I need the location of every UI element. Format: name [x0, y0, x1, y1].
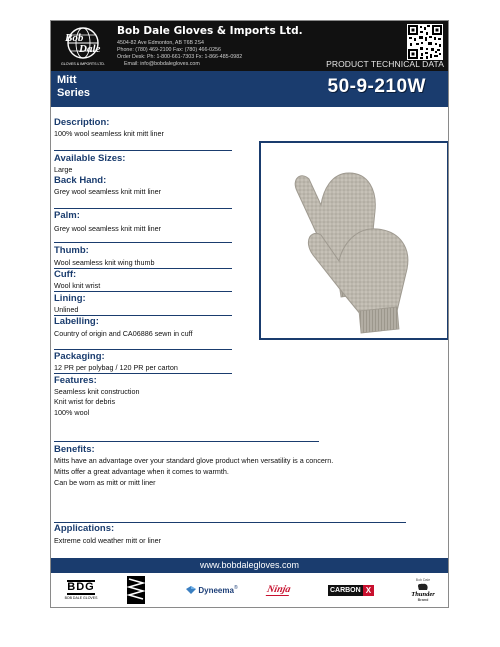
order-desk: Order Desk: Ph: 1-800-661-7303 Fx: 1-866-485-0982: [117, 54, 243, 60]
description-label: Description:: [54, 117, 110, 128]
dyneema-logo-text: Dyneema: [198, 585, 234, 595]
company-address: 4504-82 Ave Edmonton, AB T6B 2S4: [117, 40, 204, 46]
bdg-logo-text: BDG: [67, 581, 95, 593]
thunder-small-text: Bob Dale: [415, 578, 431, 582]
brand-bdg: [59, 576, 103, 604]
packaging-label: Packaging:: [54, 351, 105, 362]
brand-carbon-x: [325, 576, 377, 604]
features-line-3: 100% wool: [54, 408, 90, 417]
benefits-line-3: Can be worn as mitt or mitt liner: [54, 478, 156, 487]
applications-value: Extreme cold weather mitt or liner: [54, 536, 162, 545]
series-line-2: Series: [57, 87, 91, 99]
labelling-label: Labelling:: [54, 316, 99, 327]
product-photo-frame: [259, 141, 449, 340]
cuff-rule: [54, 291, 232, 292]
description-value: 100% wool seamless knit mitt liner: [54, 129, 164, 138]
zipper-logo-icon: [123, 576, 149, 604]
company-phone: Phone: (780) 469-2100 Fax: (780) 466-0256: [117, 47, 221, 53]
brand-dyneema: [179, 576, 245, 604]
applications-label: Applications:: [54, 523, 115, 534]
features-rule: [54, 441, 319, 442]
description-rule: [54, 150, 232, 151]
thunder-ram-icon: [417, 582, 429, 591]
benefits-line-1: Mitts have an advantage over your standard glove product when versatility is a concern.: [54, 456, 334, 465]
spec-sheet: [50, 20, 449, 608]
thumb-label: Thumb:: [54, 245, 89, 256]
lining-value: Unlined: [54, 305, 79, 314]
sizes-label: Available Sizes:: [54, 153, 126, 164]
cuff-label: Cuff:: [54, 269, 77, 280]
labelling-value: Country of origin and CA06886 sewn in cuff: [54, 329, 193, 338]
sizes-value: Large: [54, 165, 73, 174]
logo-text-top: Bob: [65, 32, 84, 44]
features-label: Features:: [54, 375, 97, 386]
logo-tagline: GLOVES & IMPORTS LTD.: [60, 62, 106, 66]
ninja-logo-text: Ninja: [266, 584, 292, 595]
dyneema-diamond-icon: [186, 586, 196, 594]
palm-label: Palm:: [54, 210, 80, 221]
brand-thunder: [401, 576, 445, 604]
globe-logo-icon: [55, 24, 111, 68]
website-url[interactable]: www.bobdalegloves.com: [51, 558, 448, 573]
company-name: Bob Dale Gloves & Imports Ltd.: [117, 25, 303, 37]
back-hand-label: Back Hand:: [54, 175, 107, 186]
brand-ninja: [259, 576, 299, 604]
back-hand-value: Grey wool seamless knit mitt liner: [54, 187, 162, 196]
thumb-value: Wool seamless knit wing thumb: [54, 258, 155, 267]
thunder-logo-text: Thunder: [411, 591, 435, 598]
mitt-photo-icon: [261, 143, 447, 338]
cuff-value: Wool knit wrist: [54, 281, 101, 290]
features-line-2: Knit wrist for debris: [54, 397, 116, 406]
carbon-x-mark: X: [363, 585, 374, 596]
features-line-1: Seamless knit construction: [54, 387, 140, 396]
labelling-rule: [54, 349, 232, 350]
thunder-logo-sub: Brand: [417, 597, 429, 602]
logo-text-bottom: Dale: [79, 43, 101, 55]
product-sku: 50-9-210W: [327, 76, 426, 97]
series-line-1: Mitt: [57, 74, 77, 86]
packaging-rule: [54, 373, 232, 374]
benefits-line-2: Mitts offer a great advantage when it comes to warmth.: [54, 467, 229, 476]
series-title: [57, 74, 90, 100]
back-hand-rule: [54, 208, 232, 209]
thumb-rule: [54, 268, 232, 269]
company-email: Email: info@bobdalegloves.com: [124, 61, 200, 67]
doc-type-label: PRODUCT TECHNICAL DATA: [326, 59, 444, 69]
carbon-logo-text: CARBON: [329, 586, 361, 594]
qr-code-icon: [407, 24, 443, 60]
palm-rule: [54, 242, 232, 243]
bdg-logo-sub: BOB DALE GLOVES: [64, 596, 98, 600]
lining-label: Lining:: [54, 293, 86, 304]
packaging-value: 12 PR per polybag / 120 PR per carton: [54, 363, 178, 372]
header-bar: [51, 21, 448, 71]
dyneema-mark: ®: [233, 585, 238, 591]
benefits-label: Benefits:: [54, 444, 95, 455]
palm-value: Grey wool seamless knit mitt liner: [54, 224, 162, 233]
